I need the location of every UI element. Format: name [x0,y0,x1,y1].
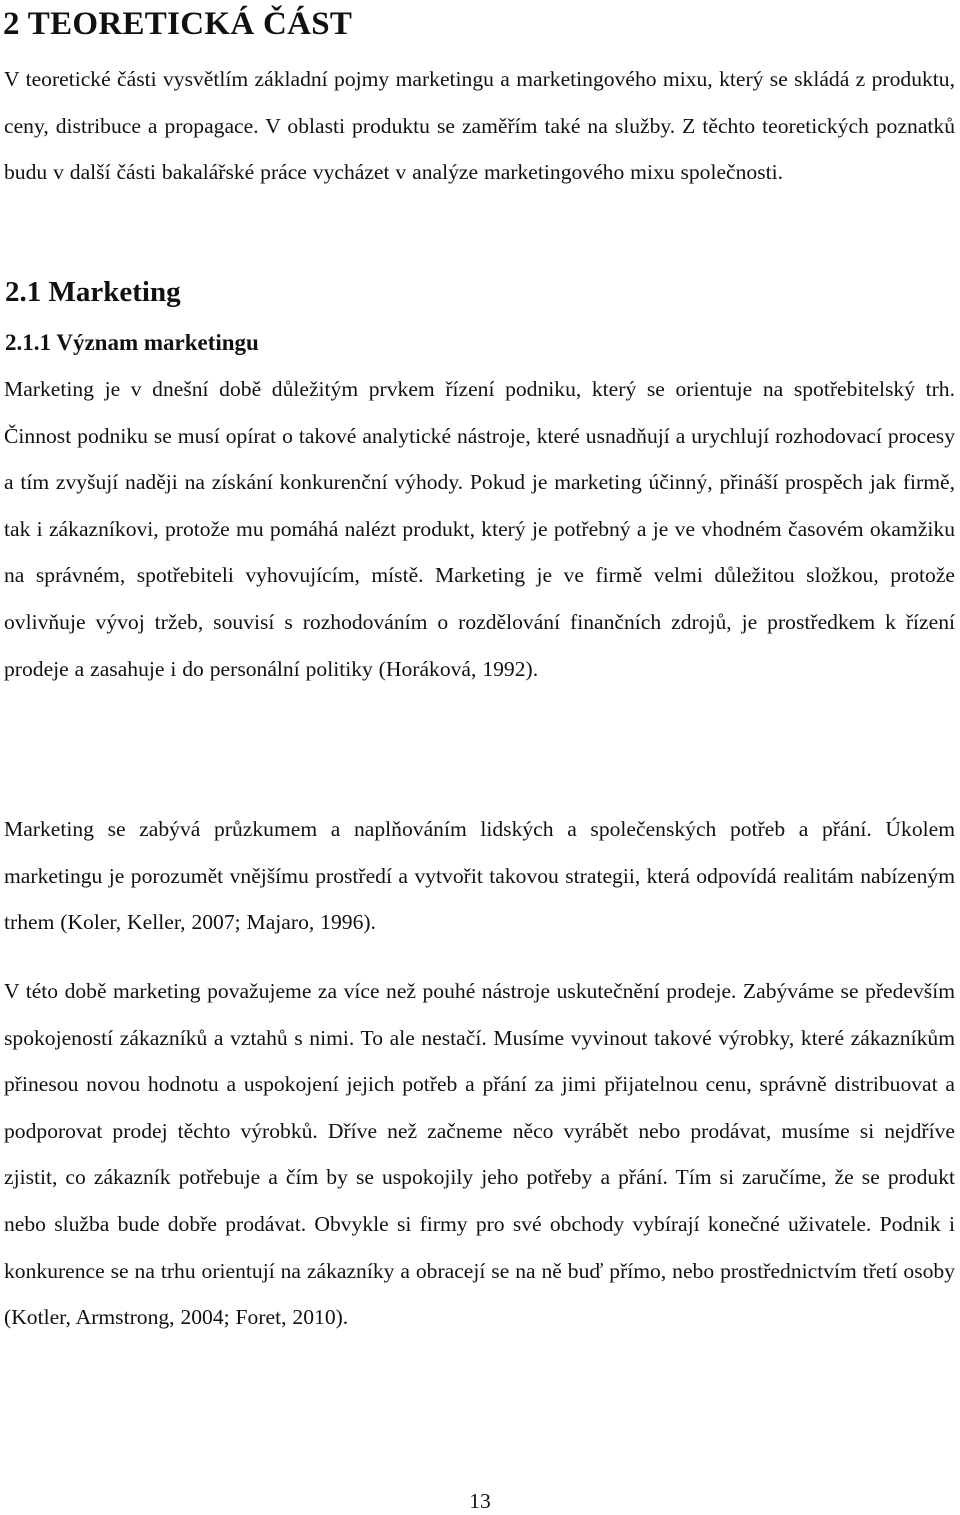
body-paragraph: Marketing se zabývá průzkumem a naplňováním lidských a společenských potřeb a přání. Úkolem marketingu je porozumět vnějšímu prostředí a vytvořit takovou strategii, která odpovídá realitám nabízeným trhem (Koler, Keller, 2007; Majaro, 1996). [4,817,955,935]
body-paragraph: V této době marketing považujeme za více než pouhé nástroje uskutečnění prodeje. Zabýváme se především spokojeností zákazníků a vztahů s nimi. To ale nestačí. Musíme vyvinout takové výrobky, které zákazníkům přinesou novou hodnotu a uspokojení jejich potřeb a přání za jimi přijatelnou cenu, správně distribuovat a podporovat prodej těchto výrobků. Dříve než začneme něco vyrábět nebo prodávat, musíme si nejdříve zjistit, co zákazník potřebuje a čím by se uspokojily jeho potřeby a přání. Tím si zaručíme, že se produkt nebo služba bude dobře prodávat. Obvykle si firmy pro své obchody vybírají konečné uživatele. Podnik i konkurence se na trhu orientují na zákazníky a obracejí se na ně buď přímo, nebo prostřednictvím třetí osoby (Kotler, Armstrong, 2004; Foret, 2010). [4,979,955,1330]
chapter-title: 2 TEORETICKÁ ČÁST [3,6,353,42]
body-paragraph: Marketing je v dnešní době důležitým prvkem řízení podniku, který se orientuje na spotřebitelský trh. Činnost podniku se musí opírat o takové analytické nástroje, které usnadňují a urychlují rozhodovací procesy a tím zvyšují naději na získání konkurenční výhody. Pokud je marketing účinný, přináší prospěch jak firmě, tak i zákazníkovi, protože mu pomáhá nalézt produkt, který je potřebný a je ve vhodném časovém okamžiku na správném, spotřebiteli vyhovujícím, místě. Marketing je ve firmě velmi důležitou složkou, protože ovlivňuje vývoj tržeb, souvisí s rozhodováním o rozdělování finančních zdrojů, je prostředkem k řízení prodeje a zasahuje i do personální politiky (Horáková, 1992). [4,377,955,681]
subsection-title: 2.1.1 Význam marketingu [5,330,259,355]
section-title: 2.1 Marketing [5,276,181,308]
page-number: 13 [469,1489,491,1513]
chapter-intro-paragraph: V teoretické části vysvětlím základní pojmy marketingu a marketingového mixu, který se skládá z produktu, ceny, distribuce a propagace. V oblasti produktu se zaměřím také na služby. Z těchto teoretických poznatků budu v další části bakalářské práce vycházet v analýze marketingového mixu společnosti. [4,67,955,185]
